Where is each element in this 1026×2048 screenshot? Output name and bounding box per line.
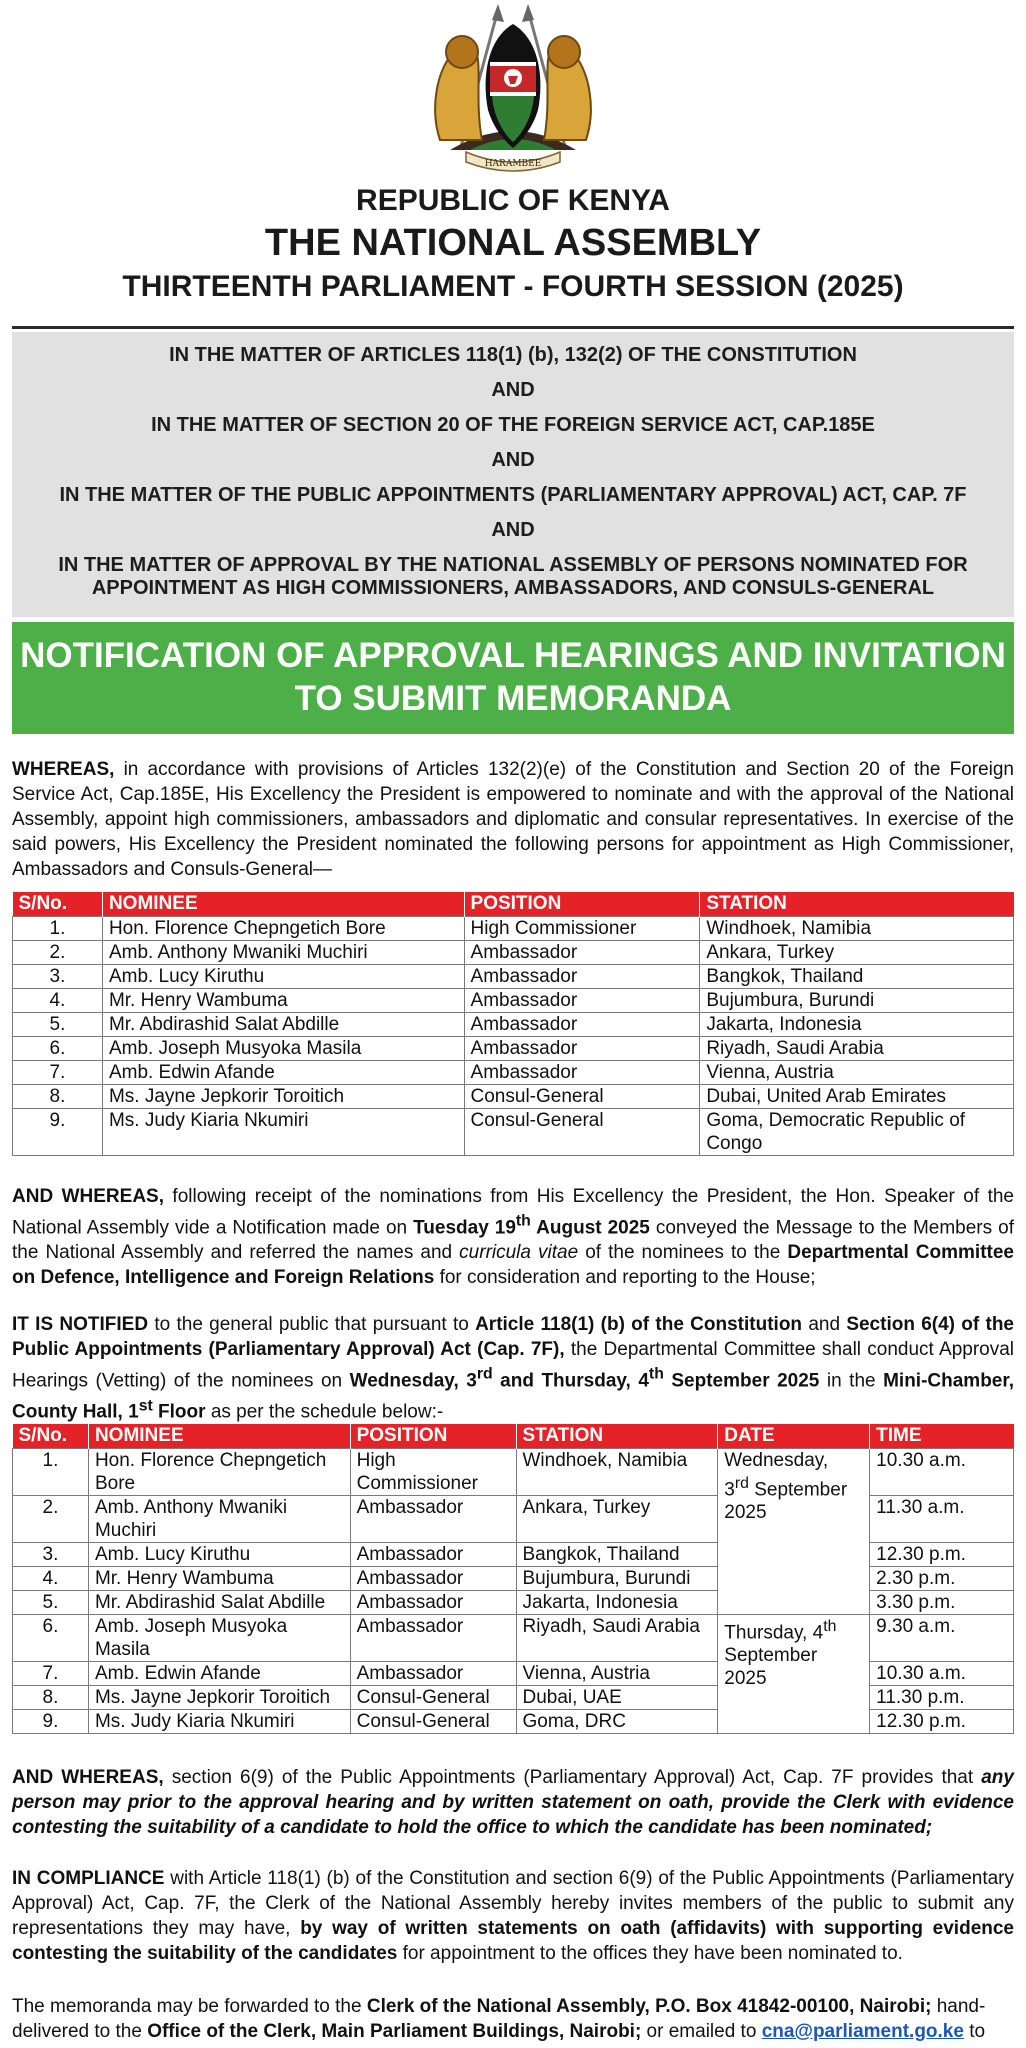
cell-sno: 7. <box>13 1661 89 1685</box>
cell-position: Ambassador <box>350 1542 516 1566</box>
bold-run: Mini-Chamber, County Hall, 1 <box>12 1370 1014 1423</box>
cell-station: Dubai, United Arab Emirates <box>700 1084 1014 1108</box>
text-run: as per the schedule below:- <box>205 1401 444 1423</box>
cell-station: Jakarta, Indonesia <box>516 1590 718 1614</box>
cell-time: 11.30 p.m. <box>870 1685 1014 1709</box>
cell-time: 9.30 a.m. <box>870 1614 1014 1661</box>
bold-run: Departmental Committee on Defence, Intelligence and Foreign Relations <box>12 1242 1014 1289</box>
motto-text: HARAMBEE <box>484 159 542 169</box>
bold-run: and Thursday, 4 <box>492 1370 649 1392</box>
republic-title: REPUBLIC OF KENYA <box>356 184 670 217</box>
col-nominee: NOMINEE <box>102 892 464 916</box>
col-time: TIME <box>870 1424 1014 1448</box>
bold-run: Clerk of the National Assembly, P.O. Box 41842-00100, Nairobi; <box>366 1996 932 2017</box>
banner-line-1: NOTIFICATION OF APPROVAL HEARINGS AND INVITATION <box>20 636 1006 675</box>
cell-station: Goma, Democratic Republic of Congo <box>700 1108 1014 1155</box>
bold-run: Tuesday 19 <box>413 1217 516 1239</box>
superscript: rd <box>476 1366 493 1383</box>
text-run: for appointment to the offices they have been nominated to. <box>397 1943 903 1964</box>
table-row <box>13 1108 1014 1155</box>
text-run: The memoranda may be forwarded to the <box>12 1996 367 2017</box>
col-nominee: NOMINEE <box>88 1424 350 1448</box>
cell-sno: 7. <box>13 1060 103 1084</box>
date-month: September <box>724 1644 818 1666</box>
superscript: st <box>138 1397 153 1415</box>
and-whereas-paragraph-1 <box>12 1184 1014 1290</box>
cell-nominee: Amb. Lucy Kiruthu <box>102 964 464 988</box>
text-run: section 6(9) of the Public Appointments (Parliamentary Approval) Act, Cap. 7F provides that <box>163 1767 982 1788</box>
schedule-header-row <box>13 1424 1014 1448</box>
table-row <box>13 988 1014 1012</box>
cell-nominee: Amb. Lucy Kiruthu <box>88 1542 350 1566</box>
cell-station: Bujumbura, Burundi <box>516 1566 718 1590</box>
whereas-paragraph <box>12 757 1014 882</box>
cell-nominee: Hon. Florence Chepngetich Bore <box>88 1448 350 1495</box>
cell-station: Vienna, Austria <box>700 1060 1014 1084</box>
bold-run: Floor <box>152 1401 206 1423</box>
cell-time: 12.30 p.m. <box>870 1709 1014 1733</box>
compliance-lead: IN COMPLIANCE <box>12 1868 165 1889</box>
table-row <box>13 1012 1014 1036</box>
bold-run: Article 118(1) (b) of the Constitution <box>475 1314 803 1335</box>
cell-position: Consul-General <box>350 1685 516 1709</box>
cell-station: Dubai, UAE <box>516 1685 718 1709</box>
cell-position: Ambassador <box>464 964 700 988</box>
bold-run: by way of written statements on oath (affidavits) with supporting evidence contesting the suitability of the candidates <box>12 1918 1015 1964</box>
cell-sno: 2. <box>13 1495 89 1542</box>
col-station: STATION <box>516 1424 718 1448</box>
matter-line-2: IN THE MATTER OF SECTION 20 OF THE FOREIGN SERVICE ACT, CAP.185E <box>151 414 875 436</box>
bold-run: Section 6(4) of the Public Appointments (Parliamentary Approval) Act (Cap. 7F), <box>12 1314 1014 1360</box>
cell-nominee: Mr. Henry Wambuma <box>102 988 464 1012</box>
compliance-paragraph <box>12 1866 1014 1966</box>
cell-position: Consul-General <box>464 1084 700 1108</box>
text-run: to the general public that pursuant to <box>148 1314 476 1335</box>
text-run: and <box>802 1314 847 1335</box>
cell-nominee: Hon. Florence Chepngetich Bore <box>102 916 464 940</box>
session-title: THIRTEENTH PARLIAMENT - FOURTH SESSION (2025) <box>122 270 904 303</box>
cell-position: Consul-General <box>464 1108 700 1155</box>
cell-position: Ambassador <box>464 1060 700 1084</box>
cell-nominee: Mr. Abdirashid Salat Abdille <box>102 1012 464 1036</box>
cell-time: 10.30 a.m. <box>870 1661 1014 1685</box>
cell-nominee: Ms. Judy Kiaria Nkumiri <box>88 1709 350 1733</box>
table-row <box>13 1036 1014 1060</box>
cell-nominee: Mr. Henry Wambuma <box>88 1566 350 1590</box>
nominees-header-row <box>13 892 1014 916</box>
cell-position: Ambassador <box>464 940 700 964</box>
cell-sno: 5. <box>13 1590 89 1614</box>
cell-nominee: Mr. Abdirashid Salat Abdille <box>88 1590 350 1614</box>
and-whereas-lead: AND WHEREAS, <box>12 1186 164 1207</box>
cell-station: Goma, DRC <box>516 1709 718 1733</box>
cell-station: Ankara, Turkey <box>516 1495 718 1542</box>
text-run: following receipt of the nominations from His Excellency the President, the Hon. Speaker of the National Assembly vide a Notification made on <box>12 1186 1014 1239</box>
cell-sno: 6. <box>13 1036 103 1060</box>
cell-nominee: Amb. Anthony Mwaniki Muchiri <box>88 1495 350 1542</box>
cell-sno: 6. <box>13 1614 89 1661</box>
cell-sno: 9. <box>13 1108 103 1155</box>
cell-nominee: Ms. Jayne Jepkorir Toroitich <box>88 1685 350 1709</box>
cell-nominee: Ms. Jayne Jepkorir Toroitich <box>102 1084 464 1108</box>
col-position: POSITION <box>464 892 700 916</box>
cell-station: Windhoek, Namibia <box>700 916 1014 940</box>
matter-line-5: APPOINTMENT AS HIGH COMMISSIONERS, AMBASSADORS, AND CONSULS-GENERAL <box>91 577 935 599</box>
bold-italic-run: any person may prior to the approval hearing and by written statement on oath, provide the Clerk with evidence contesting the suitability of a candidate to hold the office to which the candidate has been nominated; <box>12 1767 1014 1838</box>
matter-and-3: AND <box>491 519 535 541</box>
table-row <box>13 1060 1014 1084</box>
text-run: conveyed the Message to the Members of the National Assembly and referred the names and <box>12 1217 1014 1264</box>
cell-station: Bujumbura, Burundi <box>700 988 1014 1012</box>
cell-position: Consul-General <box>350 1709 516 1733</box>
memoranda-paragraph <box>12 1994 1014 2044</box>
cell-position: Ambassador <box>350 1495 516 1542</box>
matter-and-1: AND <box>491 379 535 401</box>
table-row <box>13 1614 1014 1661</box>
text-run: with Article 118(1) (b) of the Constitution and section 6(9) of the Public Appointments (Parliamentary Approval) Act, Cap. 7F, the Clerk of the National Assembly hereby invites members of the public to submit any representations they may have, <box>12 1868 1015 1939</box>
whereas-text: in accordance with provisions of Articles 132(2)(e) of the Constitution and Section 20 of the Foreign Service Act, Cap.185E, His Excellency the President is empowered to nominate and with the approval of the National Assembly, appoint high commissioners, ambassadors and diplomatic and consular representatives. In exercise of the said powers, His Excellency the President nominated the following persons for appointment as High Commissioner, Ambassadors and Consuls-General— <box>12 759 1014 880</box>
and-whereas-lead: AND WHEREAS, <box>12 1767 164 1788</box>
cell-position: High Commissioner <box>350 1448 516 1495</box>
col-date: DATE <box>718 1424 870 1448</box>
cell-time: 2.30 p.m. <box>870 1566 1014 1590</box>
cell-nominee: Amb. Anthony Mwaniki Muchiri <box>102 940 464 964</box>
cell-position: Ambassador <box>350 1614 516 1661</box>
cell-sno: 8. <box>13 1685 89 1709</box>
cell-sno: 1. <box>13 1448 89 1495</box>
cell-station: Windhoek, Namibia <box>516 1448 718 1495</box>
bold-run: Wednesday, 3 <box>349 1370 477 1392</box>
italic-run: curricula vitae <box>459 1242 579 1264</box>
cell-position: High Commissioner <box>464 916 700 940</box>
table-row <box>13 1084 1014 1108</box>
cell-position: Ambassador <box>464 988 700 1012</box>
superscript: th <box>648 1366 664 1383</box>
notification-banner <box>12 622 1014 734</box>
col-sno: S/No. <box>13 892 103 916</box>
table-row <box>13 1448 1014 1495</box>
notified-lead: IT IS NOTIFIED <box>12 1314 149 1335</box>
whereas-lead: WHEREAS, <box>12 759 115 780</box>
bold-run: August 2025 <box>530 1217 650 1239</box>
matters-block <box>12 332 1014 617</box>
cell-position: Ambassador <box>350 1590 516 1614</box>
superscript: th <box>515 1213 531 1230</box>
text-run: or emailed to <box>641 2021 762 2042</box>
cell-nominee: Amb. Joseph Musyoka Masila <box>88 1614 350 1661</box>
cell-sno: 2. <box>13 940 103 964</box>
cell-date-wednesday <box>718 1448 870 1614</box>
cell-position: Ambassador <box>464 1012 700 1036</box>
matter-and-2: AND <box>491 449 535 471</box>
date-month: September <box>748 1478 848 1500</box>
cell-time: 11.30 a.m. <box>870 1495 1014 1542</box>
nominees-table <box>12 892 1014 1156</box>
table-row <box>13 940 1014 964</box>
cell-station: Riyadh, Saudi Arabia <box>700 1036 1014 1060</box>
cell-nominee: Amb. Edwin Afande <box>88 1661 350 1685</box>
email-link[interactable]: cna@parliament.go.ke <box>761 2021 964 2042</box>
bold-run: Office of the Clerk, Main Parliament Buildings, Nairobi; <box>147 2021 642 2042</box>
cell-sno: 4. <box>13 988 103 1012</box>
cell-position: Ambassador <box>464 1036 700 1060</box>
bold-run: September 2025 <box>663 1370 820 1392</box>
text-run: in the <box>819 1370 884 1392</box>
table-row <box>13 964 1014 988</box>
cell-sno: 3. <box>13 1542 89 1566</box>
it-is-notified-paragraph <box>12 1312 1014 1425</box>
date-day: Wednesday, <box>724 1449 829 1471</box>
text-run: to <box>963 2021 986 2042</box>
matter-line-1: IN THE MATTER OF ARTICLES 118(1) (b), 132(2) OF THE CONSTITUTION <box>169 344 857 366</box>
text-run: the Departmental Committee shall conduct Approval Hearings (Vetting) of the nominees on <box>12 1339 1015 1392</box>
date-num: 3 <box>724 1478 735 1500</box>
cell-nominee: Ms. Judy Kiaria Nkumiri <box>102 1108 464 1155</box>
text-run: of the nominees to the <box>578 1242 788 1264</box>
coat-of-arms-emblem <box>420 0 606 176</box>
cell-nominee: Amb. Joseph Musyoka Masila <box>102 1036 464 1060</box>
date-year: 2025 <box>724 1667 767 1689</box>
cell-station: Riyadh, Saudi Arabia <box>516 1614 718 1661</box>
cell-time: 10.30 a.m. <box>870 1448 1014 1495</box>
cell-date-thursday <box>718 1614 870 1733</box>
col-position: POSITION <box>350 1424 516 1448</box>
assembly-title: THE NATIONAL ASSEMBLY <box>264 222 762 264</box>
cell-sno: 1. <box>13 916 103 940</box>
banner-line-2: TO SUBMIT MEMORANDA <box>294 679 732 718</box>
superscript: rd <box>734 1474 749 1492</box>
cell-time: 12.30 p.m. <box>870 1542 1014 1566</box>
cell-station: Bangkok, Thailand <box>700 964 1014 988</box>
cell-sno: 8. <box>13 1084 103 1108</box>
matter-line-4: IN THE MATTER OF APPROVAL BY THE NATIONAL ASSEMBLY OF PERSONS NOMINATED FOR <box>58 554 968 576</box>
superscript: th <box>823 1617 837 1635</box>
cell-station: Ankara, Turkey <box>700 940 1014 964</box>
cell-position: Ambassador <box>350 1566 516 1590</box>
schedule-table <box>12 1424 1014 1734</box>
cell-sno: 3. <box>13 964 103 988</box>
cell-position: Ambassador <box>350 1661 516 1685</box>
col-sno: S/No. <box>13 1424 89 1448</box>
cell-time: 3.30 p.m. <box>870 1590 1014 1614</box>
matter-line-3: IN THE MATTER OF THE PUBLIC APPOINTMENTS (PARLIAMENTARY APPROVAL) ACT, CAP. 7F <box>59 484 967 506</box>
col-station: STATION <box>700 892 1014 916</box>
and-whereas-paragraph-2 <box>12 1765 1014 1840</box>
header-divider <box>12 326 1014 329</box>
date-year: 2025 <box>724 1501 767 1523</box>
cell-sno: 4. <box>13 1566 89 1590</box>
text-run: for consideration and reporting to the House; <box>434 1267 816 1289</box>
cell-sno: 9. <box>13 1709 89 1733</box>
cell-sno: 5. <box>13 1012 103 1036</box>
cell-nominee: Amb. Edwin Afande <box>102 1060 464 1084</box>
cell-station: Bangkok, Thailand <box>516 1542 718 1566</box>
table-row <box>13 916 1014 940</box>
cell-station: Vienna, Austria <box>516 1661 718 1685</box>
text-run: hand-delivered to the <box>12 1996 986 2042</box>
cell-station: Jakarta, Indonesia <box>700 1012 1014 1036</box>
date-day: Thursday, 4 <box>724 1621 824 1643</box>
